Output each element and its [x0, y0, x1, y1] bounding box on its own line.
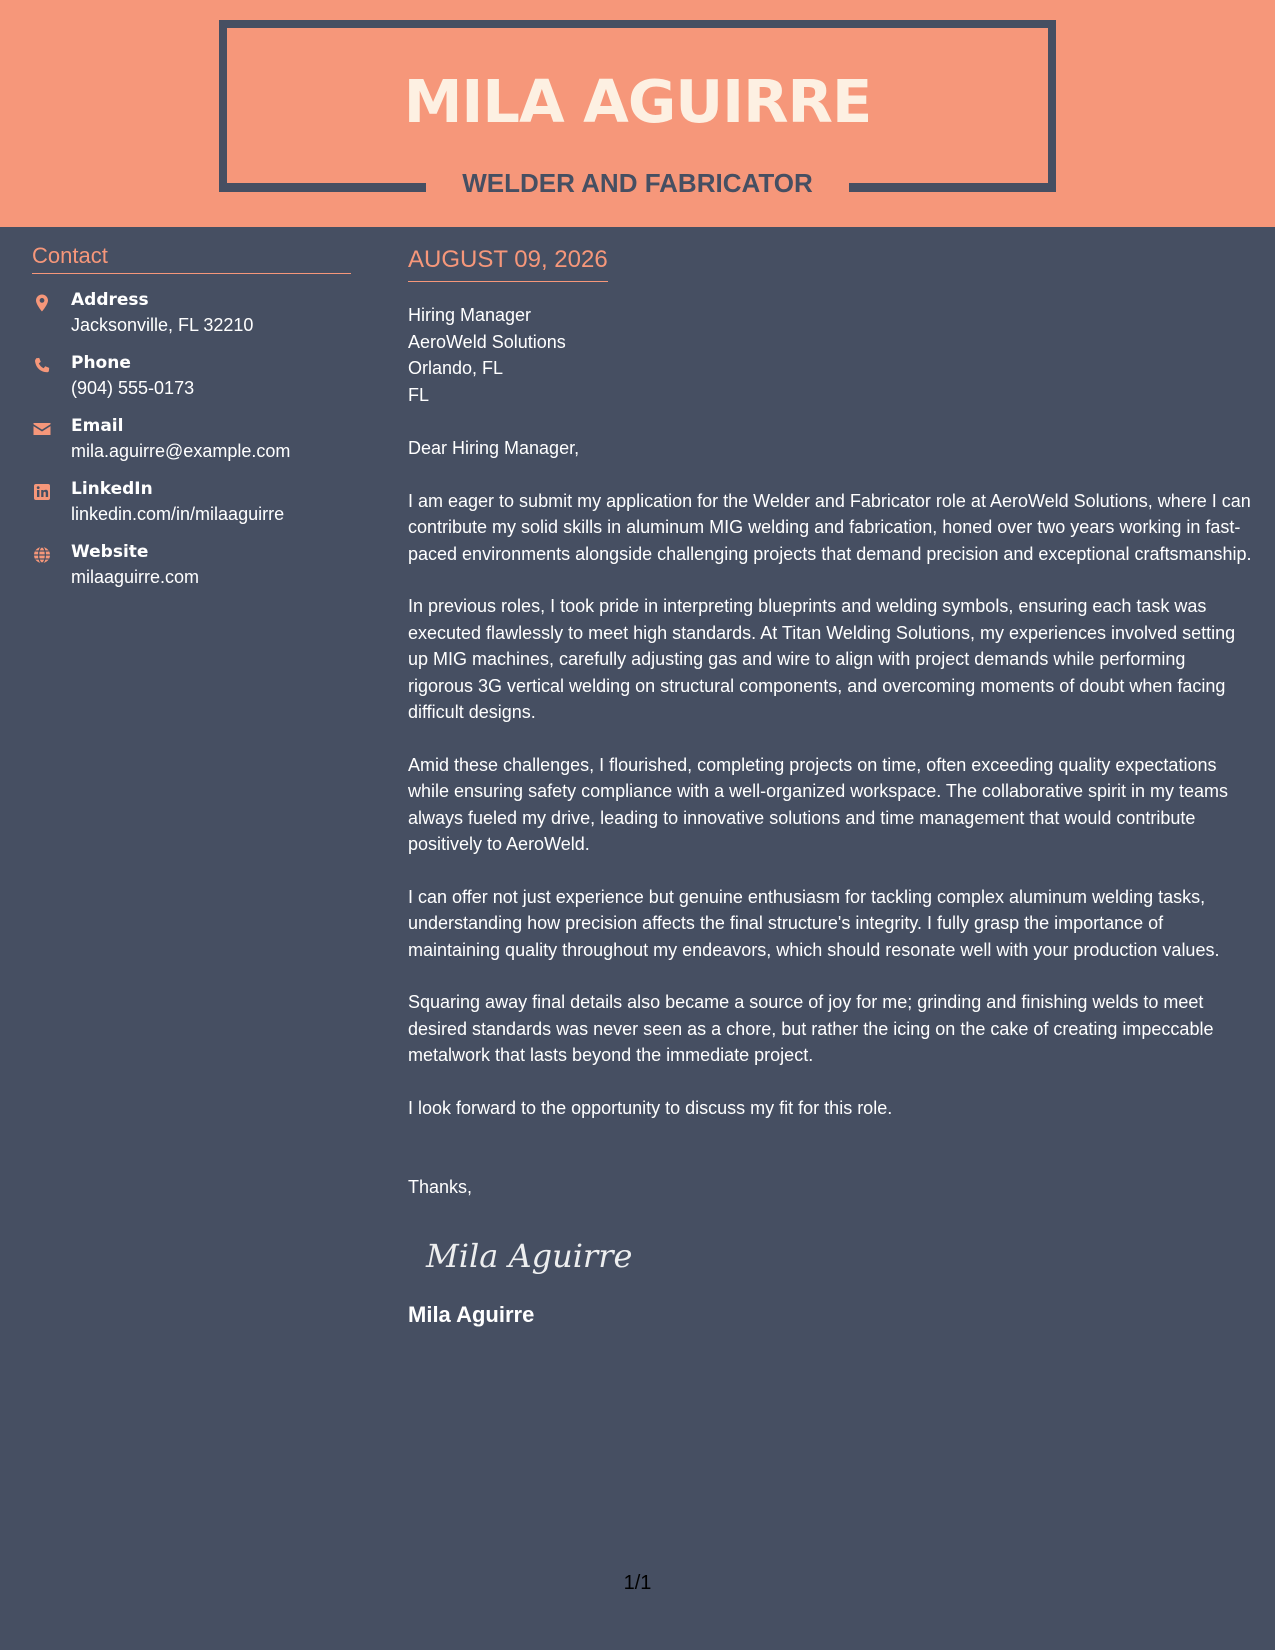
contact-list — [32, 288, 351, 603]
body-paragraph: In previous roles, I took pride in interpreting blueprints and welding symbols, ensuring each task was executed flawlessly to meet high standards. At Titan Welding Solutions, my experiences involved setting up MIG machines, carefully adjusting gas and wire to align with project demands while performing rigorous 3G vertical welding on structural components, and overcoming moments of doubt when facing difficult designs. — [408, 596, 1236, 722]
contact-sidebar — [32, 243, 351, 603]
contact-item-address — [32, 288, 351, 351]
contact-item-website — [32, 540, 351, 603]
linkedin-icon — [32, 482, 52, 502]
recipient-line: Hiring Manager — [408, 305, 532, 325]
recipient-line: AeroWeld Solutions — [408, 331, 566, 352]
body-paragraph: I am eager to submit my application for the Welder and Fabricator role at AeroWeld Solutions, where I can contribute my solid skills in aluminum MIG welding and fabrication, honed over two years working in fast-paced environments alongside challenging projects that demand precision and exceptional craftsmanship. — [408, 490, 1252, 564]
job-title: WELDER AND FABRICATOR — [462, 168, 813, 198]
contact-label: Address — [71, 290, 149, 310]
signer-name: Mila Aguirre — [408, 1301, 535, 1327]
contact-value[interactable]: mila.aguirre@example.com — [71, 441, 291, 461]
map-pin-icon — [32, 293, 52, 313]
closing: Thanks, — [408, 1177, 473, 1197]
date-underline — [408, 245, 608, 282]
contact-value: (904) 555-0173 — [71, 378, 195, 398]
salutation: Dear Hiring Manager, — [408, 438, 580, 458]
contact-label: Phone — [71, 353, 131, 373]
header-banner — [0, 0, 1275, 227]
contact-label: Website — [71, 542, 149, 562]
globe-icon — [32, 545, 52, 565]
contact-item-phone — [32, 351, 351, 414]
signature-text: Mila Aguirre — [426, 1236, 633, 1275]
contact-label: LinkedIn — [71, 479, 153, 499]
envelope-icon — [32, 419, 52, 439]
contact-value: Jacksonville, FL 32210 — [71, 315, 254, 335]
contact-label: Email — [71, 416, 124, 436]
contact-value[interactable]: linkedin.com/in/milaaguirre — [71, 504, 285, 524]
recipient-block — [408, 302, 1253, 408]
body-paragraph: I look forward to the opportunity to discuss my fit for this role. — [408, 1097, 893, 1118]
phone-icon — [32, 356, 52, 376]
letter-date: AUGUST 09, 2026 — [408, 246, 608, 273]
applicant-name: MILA AGUIRRE — [403, 67, 872, 136]
contact-heading: Contact — [32, 243, 351, 274]
letter-body — [408, 245, 1253, 1329]
contact-value[interactable]: milaaguirre.com — [71, 567, 200, 587]
page-number: 1/1 — [623, 1572, 652, 1594]
body-paragraph: Squaring away final details also became a source of joy for me; grinding and finishing welds to meet desired standards was never seen as a chore, but rather the icing on the cake of creating impeccable metalwork that lasts beyond the immediate project. — [408, 992, 1214, 1065]
body-paragraph: I can offer not just experience but genuine enthusiasm for tackling complex aluminum welding tasks, understanding how precision affects the final structure's integrity. I fully grasp the importance of maintaining quality throughout my endeavors, which should resonate well with your production values. — [408, 886, 1220, 960]
contact-item-email — [32, 414, 351, 477]
contact-item-linkedin — [32, 477, 351, 540]
recipient-line: Orlando, FL — [408, 358, 504, 378]
signature-image — [424, 1227, 654, 1283]
body-paragraph: Amid these challenges, I flourished, completing projects on time, often exceeding quality expectations while ensuring safety compliance with a well-organized workspace. The collaborative spirit in my teams always fueled my drive, leading to innovative solutions and time management that would contribute positively to AeroWeld. — [408, 754, 1229, 854]
recipient-line: FL — [408, 384, 430, 405]
